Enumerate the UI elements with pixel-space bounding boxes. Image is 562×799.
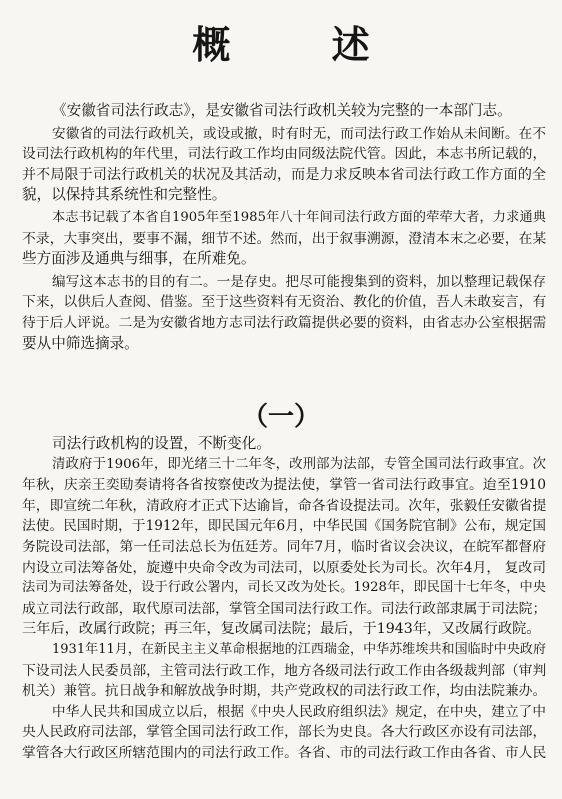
text-line: 安徽省的司法行政机关，或设或撤，时有时无，而司法行政工作始从未间断。在不 (52, 125, 546, 142)
page-title: 概 述 (192, 23, 414, 67)
text-line: 年，即宣统二年秋，清政府才正式下达谕旨，命各省设提法司。次年，张毅任安徽省提 (22, 497, 546, 514)
text-line: 待于后人评说。二是为安徽省地方志司法行政篇提供必要的资料，由省志办公室根据需 (22, 314, 546, 331)
text-line: 下设司法人民委员部，主管司法行政工作，地方各级司法行政工作由各级裁判部（审判 (22, 662, 546, 679)
text-line: 貌，以保持其系统性和完整性。 (22, 186, 227, 204)
text-line: 要从中筛选摘录。 (22, 334, 139, 352)
text-line: 编写这本志书的目的有二。一是存史。把尽可能搜集到的资料，加以整理记载保存 (52, 273, 546, 290)
text-line: 下来，以供后人查阅、借鉴。至于这些资料有无资治、教化的价值，吾人未敢妄言，有 (22, 294, 546, 311)
paragraph (0, 208, 562, 270)
paragraph (0, 434, 562, 455)
text-line: 年秋，庆亲王奕劻奏请将各省按察使改为提法使，掌管一省司法行政事宜。迨至1910 (22, 477, 546, 494)
text-line: 央人民政府司法部，掌管全国司法行政工作，部长为史良。各大行政区亦设有司法部， (22, 724, 546, 741)
text-line: 成立司法行政部，取代原司法部，掌管全国司法行政工作。司法行政部隶属于司法院； (22, 600, 546, 617)
text-line: 设司法行政机构的年代里，司法行政工作均由同级法院代管。因此，本志书所记载的， (22, 146, 546, 163)
paragraph (0, 455, 562, 640)
text-line: 内设立司法筹备处，旋遵中央命令改为司法司，以原委处长为司长。次年4月， 复改司 (22, 559, 546, 576)
text-line: 司法行政机构的设置，不断变化。 (52, 435, 271, 452)
text-line: 1931年11月，在新民主主义革命根据地的江西瑞金，中华苏维埃共和国临时中央政府 (52, 642, 546, 657)
text-line: 不录，大事突出，要事不漏，细节不述。然而，出于叙事溯源，澄清本末之必要，在某 (22, 230, 546, 247)
paragraph (0, 101, 562, 122)
text-line: 法使。民国时期，于1912年，即民国元年6月，中华民国《国务院官制》公布，规定国 (22, 518, 546, 535)
text-line: 机关）兼管。抗日战争和解放战争时期，共产党政权的司法行政工作，均由法院兼办。 (22, 683, 546, 700)
text-line: 清政府于1906年，即光绪三十二年冬，改刑部为法部，专管全国司法行政事宜。次 (52, 456, 546, 472)
section-heading: （一） (241, 402, 320, 432)
text-line: 三年后，改属行政院；再三年，复改属司法院；最后，于1943年，又改属行政院。 (22, 621, 541, 638)
text-line: 些方面涉及通典与细事，在所难免。 (22, 250, 256, 268)
paragraph (0, 272, 562, 354)
text-line: 并不局限于司法行政机关的状况及其活动，而是力求反映本省司法行政工作方面的全 (22, 166, 546, 183)
text-line: 法司为司法筹备处，设于行政公署内，司长又改为处长。1928年，即民国十七年冬，中央 (22, 580, 546, 596)
text-line: 《安徽省司法行政志》，是安徽省司法行政机关较为完整的一本部门志。 (52, 102, 512, 119)
text-line: 本志书记载了本省自1905年至1985年八十年间司法行政方面的荦荦大者，力求通典 (52, 210, 546, 225)
text-line: 中华人民共和国成立以后，根据《中央人民政府组织法》规定，在中央，建立了中 (52, 703, 546, 720)
paragraph (0, 702, 562, 764)
text-line: 务院设司法部，第一任司法总长为伍廷芳。同年7月，临时省议会决议，在皖军都督府 (22, 538, 546, 555)
paragraph (0, 124, 562, 206)
paragraph (0, 640, 562, 702)
text-line: 掌管各大行政区所辖范围内的司法行政工作。各省、市的司法行政工作由各省、市人民 (22, 744, 546, 761)
